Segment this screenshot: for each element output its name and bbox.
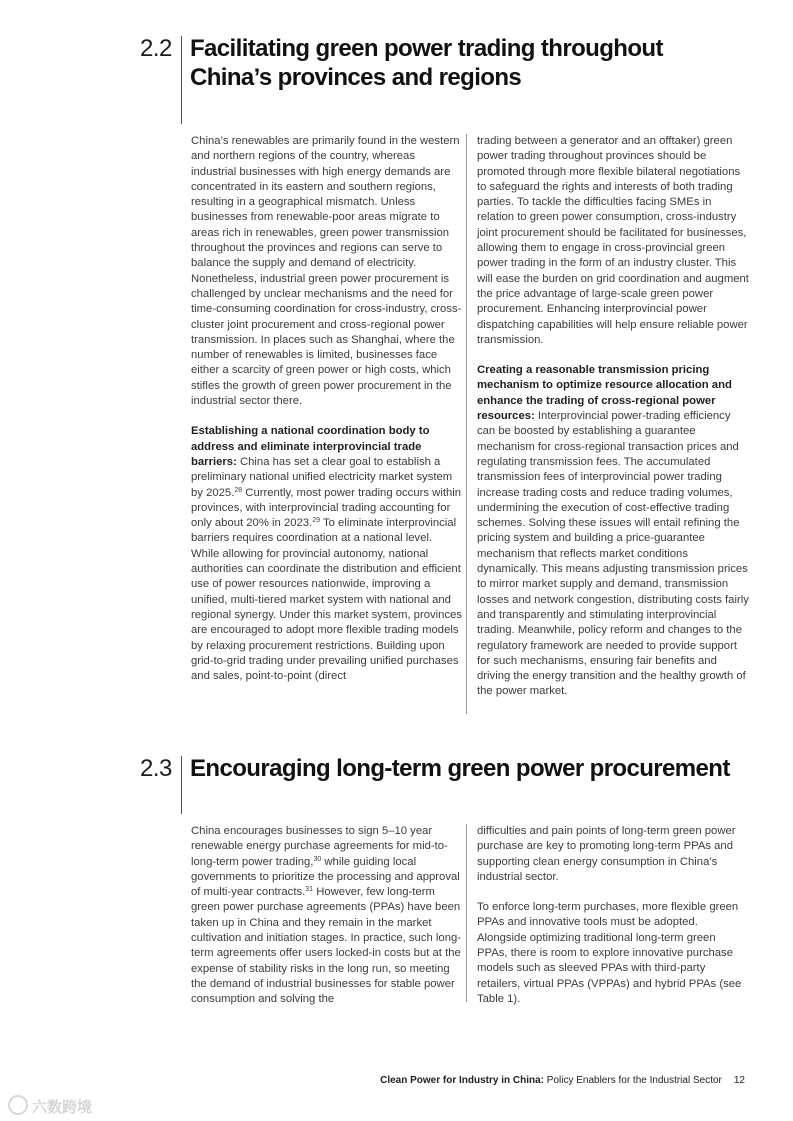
paragraph: To enforce long-term purchases, more flexible green PPAs and innovative tools must be adopted. Alongside optimizing traditional long-term green PPAs, there is room to explore innovative purchase models such as sleeved PPAs with third-party retailers, virtual PPAs (VPPAs) and hybrid PPAs (see Table 1). (477, 901, 742, 1005)
section-title: Encouraging long-term green power procurement (190, 755, 730, 782)
section-2-3-right-column (477, 824, 749, 1022)
section-number: 2.2 (140, 35, 172, 62)
watermark-logo-icon (8, 1095, 28, 1115)
section-2-2-left-column (191, 134, 463, 699)
paragraph-heading: Establishing a national coordination body to address and eliminate interprovincial trade barriers: (191, 425, 430, 468)
page-footer (0, 1075, 745, 1086)
section-2-3-left-column (191, 824, 463, 1023)
paragraph: Creating a reasonable transmission pricing mechanism to optimize resource allocation and enhance the trading of cross-regional power resources: Interprovincial power-trading efficiency can be boosted by establishing a guarantee mechanism for cross-regional transaction prices and regulating transmission fees. The accumulated transmission fees of interprovincial power trading increase trading costs and reduce trading volumes, undermining the execution of cost-effective trading schemes. Solving these issues will entail refining the pricing system and building a price-guarantee mechanism that reflects market conditions dynamically. This means adjusting transmission prices to mirror market supply and demand, transmission losses and network congestion, distributing costs fairly and transparently and stimulating interprovincial trading. Meanwhile, policy reform and changes to the regulatory framework are needed to provide support for such mechanisms, ensuring fair benefits and driving the energy transition and the healthy growth of the power market. (477, 364, 749, 698)
paragraph: China’s renewables are primarily found in the western and northern regions of the country, whereas industrial businesses with high energy demands are concentrated in its eastern and southern regions, resulting in a geographical mismatch. Unless businesses from renewable-poor areas migrate to areas rich in renewables, green power transmission throughout the provinces and regions can serve to balance the supply and demand of electricity. Nonetheless, industrial green power procurement is challenged by unclear mechanisms and the need for time-consuming coordination for cross-industry, cross-cluster joint procurement and cross-regional power transmission. In places such as Shanghai, where the number of renewables is limited, businesses face either a scarcity of green power or high costs, which stifles the growth of green power procurement in the industrial sector there. (191, 135, 462, 408)
paragraph: trading between a generator and an offtaker) green power trading throughout provinces should be promoted through more flexible bilateral negotiations to safeguard the rights and interests of both trading parties. To tackle the difficulties facing SMEs in relation to green power consumption, cross-industry joint procurement should be facilitated for businesses, allowing them to engage in cross-provincial green power trading in the form of an industry cluster. This will ease the burden on grid coordination and augment the price advantage of large-scale green power procurement. Enhancing interprovincial power dispatching capabilities will help ensure reliable power transmission. (477, 135, 749, 346)
watermark (8, 1095, 92, 1117)
page-number: 12 (733, 1075, 745, 1086)
footnote-ref: 28 (234, 486, 243, 494)
footnote-ref: 29 (312, 517, 321, 525)
paragraph-heading: Creating a reasonable transmission pricing mechanism to optimize resource allocation and enhance the trading of cross-regional power resources: (477, 364, 732, 423)
paragraph: China encourages businesses to sign 5–10 year renewable energy purchase agreements for mid-to-long-term power trading,$^{30}$ while guiding local governments to prioritize the processing and approval of multi-year contracts.$^{31}$ However, few long-term green power purchase agreements (PPAs) have been taken up in China and they remain in the market cultivation and initiation stages. In practice, such long-term agreements offer users locked-in costs but at the expense of stability risks in the long run, so meeting the demand of industrial businesses for stable power consumption and solving the (191, 825, 462, 1006)
column-divider (466, 134, 467, 714)
section-2-2-right-column (477, 134, 749, 715)
section-divider (181, 36, 182, 124)
section-title: Facilitating green power trading throughout China’s provinces and regions (190, 35, 663, 91)
paragraph: difficulties and pain points of long-term green power purchase are key to promoting long-term PPAs and supporting clean energy consumption in China’s industrial sector. (477, 825, 736, 883)
paragraph: Establishing a national coordination body to address and eliminate interprovincial trade barriers: China has set a clear goal to establish a preliminary national unified electricity market system by 2025.28 Currently, most power trading occurs within provinces, with interprovincial trading accounting for only about 20% in 2023.29 To eliminate interprovincial barriers requires coordination at a national level. While allowing for provincial autonomy, national authorities can coordinate the distribution and efficient use of power resources nationwide, improving a unified, multi-tiered market system with national and regional synergy. Under this market system, provinces are encouraged to adopt more flexible trading models by relaxing procurement restrictions. Building upon grid-to-grid trading under prevailing unified purchases and sales, point-to-point (direct (191, 425, 463, 683)
column-divider (466, 824, 467, 1002)
footer-title: Clean Power for Industry in China: (380, 1075, 544, 1086)
section-divider (181, 756, 182, 814)
footnote-ref: 31 (305, 886, 314, 894)
watermark-text: 六数跨境 (32, 1099, 93, 1116)
footer-subtitle: Policy Enablers for the Industrial Sector (544, 1075, 722, 1086)
footnote-ref: 30 (313, 855, 322, 863)
section-number: 2.3 (140, 755, 172, 782)
